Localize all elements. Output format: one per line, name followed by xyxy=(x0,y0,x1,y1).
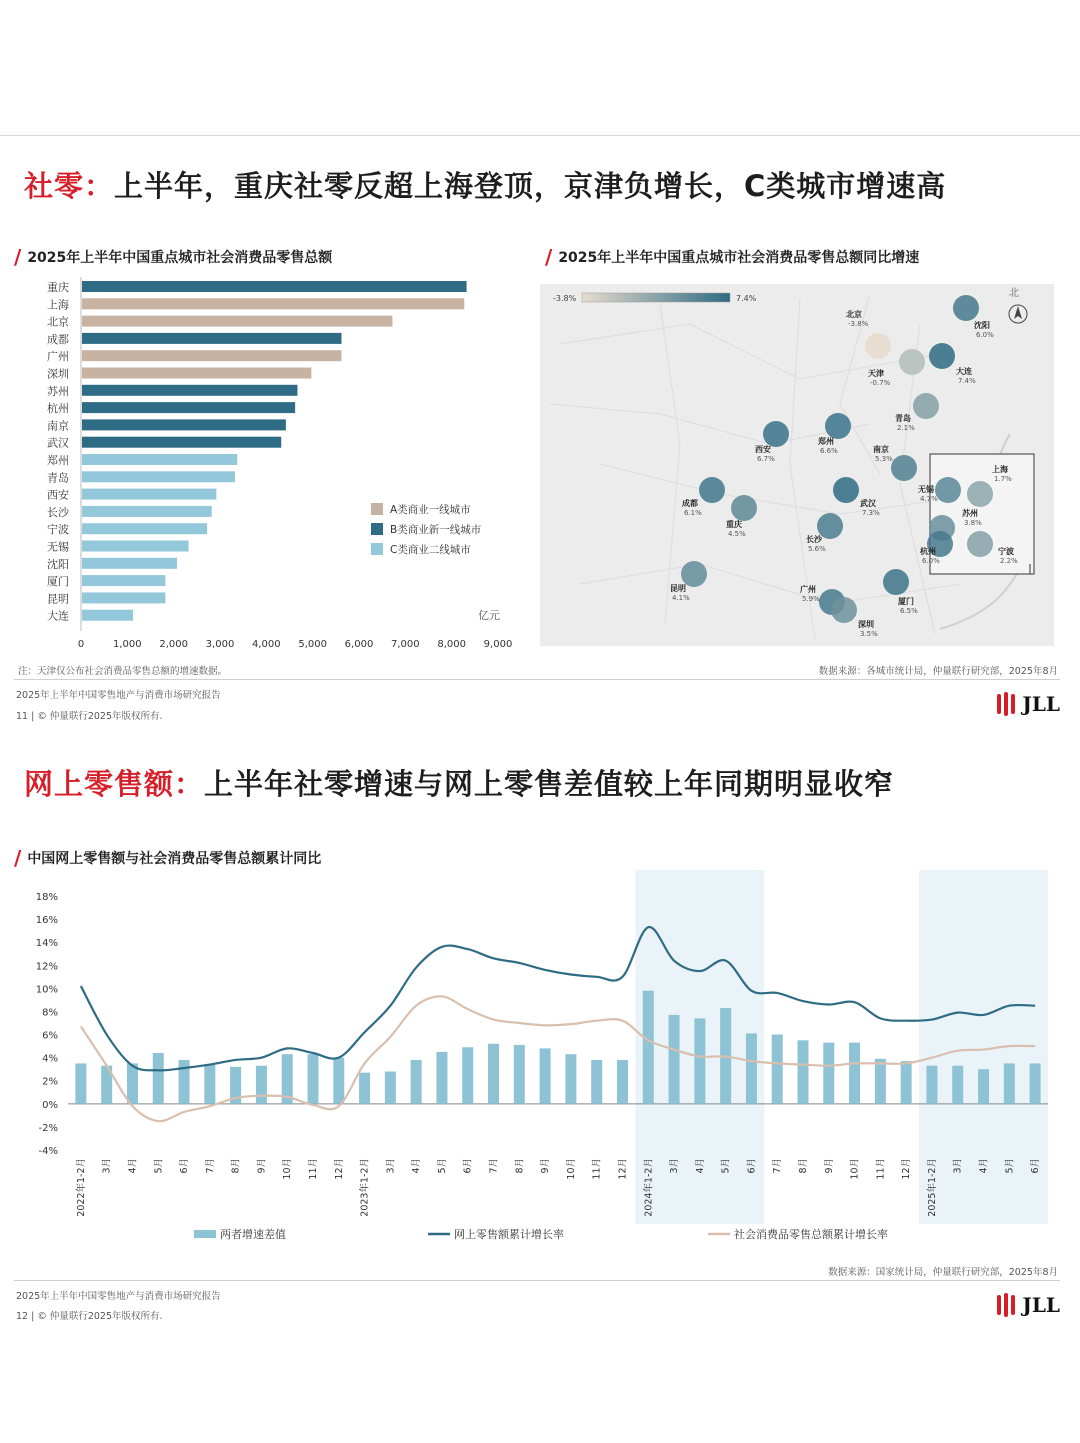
y-tick-label: 16% xyxy=(35,915,58,927)
city-bubble xyxy=(891,455,917,481)
x-tick-label: 2024年1-2月 xyxy=(643,1158,655,1217)
city-label: 重庆 xyxy=(47,281,69,294)
city-bar xyxy=(82,592,165,603)
city-name-label: 上海 xyxy=(992,465,1008,474)
city-name-label: 沈阳 xyxy=(974,321,990,330)
city-name-label: 广州 xyxy=(800,585,816,594)
city-bubble xyxy=(935,477,961,503)
online-vs-social-chart xyxy=(0,870,1080,1250)
city-bubble xyxy=(883,569,909,595)
city-bubble xyxy=(731,495,757,521)
city-growth-label: 1.7% xyxy=(994,475,1012,483)
x-tick-label: 12月 xyxy=(617,1158,629,1180)
diff-bar xyxy=(1004,1063,1015,1103)
map-title xyxy=(545,245,919,269)
city-label: 苏州 xyxy=(47,384,69,398)
diff-bar xyxy=(204,1065,215,1104)
city-bar xyxy=(82,454,237,465)
footer-divider xyxy=(14,1280,1060,1281)
x-tick-label: 9月 xyxy=(256,1158,268,1174)
diff-bar xyxy=(1030,1063,1041,1103)
footer-page: 12 | © 仲量联行2025年版权所有. xyxy=(16,1311,163,1322)
city-label: 长沙 xyxy=(47,505,69,519)
city-growth-label: 3.8% xyxy=(964,519,982,527)
city-bubble xyxy=(831,597,857,623)
x-tick-label: 7,000 xyxy=(391,639,420,650)
city-bubble xyxy=(913,393,939,419)
city-bar xyxy=(82,316,392,327)
jll-logo xyxy=(996,692,1060,716)
diff-bar xyxy=(411,1060,422,1104)
city-name-label: 长沙 xyxy=(806,535,822,544)
diff-bar xyxy=(694,1018,705,1103)
x-tick-label: 10月 xyxy=(565,1158,577,1180)
city-label: 大连 xyxy=(47,609,69,623)
city-growth-label: 4.7% xyxy=(920,495,938,503)
city-name-label: 大连 xyxy=(956,367,972,376)
diff-bar xyxy=(127,1063,138,1103)
x-tick-label: 11月 xyxy=(308,1158,319,1180)
city-growth-label: 4.1% xyxy=(672,594,690,602)
y-tick-label: 12% xyxy=(35,961,58,973)
x-tick-label: 10月 xyxy=(282,1158,294,1180)
online-retail-line xyxy=(81,927,1035,1070)
legend-label: 网上零售额累计增长率 xyxy=(454,1228,564,1241)
y-tick-label: 18% xyxy=(35,892,58,903)
x-tick-label: 9月 xyxy=(823,1158,835,1174)
x-tick-label: 11月 xyxy=(875,1158,887,1180)
x-tick-label: 8月 xyxy=(798,1158,809,1174)
city-label: 沈阳 xyxy=(47,557,69,571)
y-tick-label: 10% xyxy=(35,984,58,996)
x-tick-label: 0 xyxy=(77,639,85,650)
city-name-label: 宁波 xyxy=(998,547,1014,556)
city-bubble xyxy=(833,477,859,503)
x-tick-label: 4月 xyxy=(694,1158,706,1174)
legend-swatch xyxy=(194,1230,216,1238)
x-tick-label: 6月 xyxy=(746,1158,758,1174)
footer-report: 2025年上半年中国零售地产与消费市场研究报告 xyxy=(16,690,221,701)
city-bubble xyxy=(763,421,789,447)
city-bubble xyxy=(699,477,725,503)
x-tick-label: 3月 xyxy=(952,1158,964,1174)
slide2-headline-text: 上半年社零增速与网上零售差值较上年同期明显收窄 xyxy=(204,767,895,801)
city-growth-label: 5.9% xyxy=(802,595,820,603)
diff-bar xyxy=(462,1047,473,1104)
x-tick-label: 8,000 xyxy=(437,639,466,650)
diff-bar xyxy=(669,1015,680,1104)
diff-bar xyxy=(308,1054,319,1104)
social-retail-line xyxy=(81,996,1035,1121)
diff-bar xyxy=(514,1045,525,1104)
x-tick-label: 12月 xyxy=(333,1158,345,1180)
x-tick-label: 3月 xyxy=(669,1158,681,1174)
city-growth-label: 6.0% xyxy=(922,557,940,565)
y-tick-label: 2% xyxy=(42,1076,58,1088)
city-bar xyxy=(82,350,341,361)
city-growth-label: 7.3% xyxy=(862,509,880,517)
diff-bar xyxy=(772,1035,783,1104)
city-growth-label: 6.5% xyxy=(900,607,918,615)
city-bar xyxy=(82,419,286,430)
source-text: 数据来源：各城市统计局，仲量联行研究部，2025年8月 xyxy=(818,666,1058,677)
title-slash-icon: / xyxy=(14,245,22,269)
city-name-label: 西安 xyxy=(755,445,771,454)
x-tick-label: 5月 xyxy=(720,1158,732,1174)
province-border xyxy=(660,304,680,624)
city-label: 宁波 xyxy=(47,523,69,537)
city-label: 厦门 xyxy=(47,575,69,589)
diff-bar xyxy=(540,1048,551,1103)
city-name-label: 青岛 xyxy=(895,414,911,423)
x-tick-label: 3月 xyxy=(101,1158,113,1174)
jll-logo-text: JLL xyxy=(1022,692,1060,716)
x-tick-label: 2023年1-2月 xyxy=(359,1158,371,1217)
legend-label: 两者增速差值 xyxy=(220,1228,286,1241)
city-label: 北京 xyxy=(47,315,69,329)
city-bar xyxy=(82,281,467,292)
city-bar xyxy=(82,558,177,569)
y-tick-label: 6% xyxy=(42,1030,58,1042)
city-label: 郑州 xyxy=(47,454,69,467)
x-tick-label: 7月 xyxy=(488,1158,500,1174)
diff-bar xyxy=(952,1066,963,1104)
x-tick-label: 8月 xyxy=(230,1158,242,1174)
city-growth-label: 6.0% xyxy=(976,331,994,339)
x-tick-label: 9月 xyxy=(540,1158,552,1174)
y-tick-label: 4% xyxy=(42,1053,58,1065)
jll-mark-icon xyxy=(996,692,1018,716)
city-name-label: 重庆 xyxy=(726,520,742,529)
scale-bar xyxy=(582,293,730,302)
city-growth-label: 6.7% xyxy=(757,455,775,463)
city-growth-label: 7.4% xyxy=(958,377,976,385)
city-bar xyxy=(82,610,133,621)
city-label: 武汉 xyxy=(47,436,69,450)
jll-mark-icon xyxy=(996,1293,1018,1317)
x-tick-label: 6,000 xyxy=(344,639,374,650)
x-tick-label: 3,000 xyxy=(205,639,235,650)
slide-online-retail xyxy=(0,740,1080,1335)
city-bubble xyxy=(953,295,979,321)
city-growth-label: 5.3% xyxy=(875,455,893,463)
city-name-label: 成都 xyxy=(682,499,698,508)
line-chart-title-text: 中国网上零售额与社会消费品零售总额累计同比 xyxy=(27,851,322,867)
city-growth-label: 3.5% xyxy=(860,630,878,638)
city-bar xyxy=(82,506,212,517)
city-label: 成都 xyxy=(47,332,69,346)
diff-bar xyxy=(591,1060,602,1104)
map-canvas xyxy=(540,284,1054,646)
compass-arrow-icon xyxy=(1014,306,1022,319)
legend-swatch xyxy=(371,503,383,515)
diff-bar xyxy=(385,1071,396,1103)
city-bar xyxy=(82,333,341,344)
slide1-headline-highlight: 社零： xyxy=(24,169,115,203)
city-bar xyxy=(82,298,464,309)
x-tick-label: 7月 xyxy=(772,1158,784,1174)
legend-label: A类商业一线城市 xyxy=(390,504,471,516)
x-tick-label: 8月 xyxy=(514,1158,526,1174)
x-tick-label: 1,000 xyxy=(113,639,142,650)
x-tick-label: 5月 xyxy=(436,1158,448,1174)
city-bubble xyxy=(967,481,993,507)
diff-bar xyxy=(823,1043,834,1104)
legend-label: C类商业二线城市 xyxy=(390,544,471,556)
diff-bar xyxy=(901,1061,912,1104)
city-bubble xyxy=(865,333,891,359)
y-tick-label: 14% xyxy=(35,938,58,950)
city-bar xyxy=(82,523,207,534)
city-bar xyxy=(82,402,295,413)
slide1-headline xyxy=(24,164,946,205)
bar-chart-title xyxy=(14,245,332,269)
y-tick-label: -4% xyxy=(38,1146,58,1157)
diff-bar xyxy=(333,1058,344,1104)
diff-bar xyxy=(978,1069,989,1104)
city-name-label: 苏州 xyxy=(962,509,978,518)
jll-logo-text: JLL xyxy=(1022,1293,1060,1317)
legend-swatch xyxy=(371,523,383,535)
diff-bar xyxy=(746,1033,757,1103)
x-tick-label: 5月 xyxy=(1004,1158,1016,1174)
scale-min-label: -3.8% xyxy=(553,294,577,303)
x-tick-label: 11月 xyxy=(591,1158,603,1180)
city-name-label: 天津 xyxy=(868,369,884,378)
bar-chart-title-text: 2025年上半年中国重点城市社会消费品零售总额 xyxy=(27,250,333,266)
city-growth-label: 2.2% xyxy=(1000,557,1018,565)
city-label: 南京 xyxy=(47,419,69,433)
unit-label: 亿元 xyxy=(478,609,500,622)
city-growth-label: 4.5% xyxy=(728,530,746,538)
city-growth-label: 6.6% xyxy=(820,447,838,455)
x-tick-label: 9,000 xyxy=(483,639,513,650)
title-slash-icon: / xyxy=(14,846,22,870)
city-bar xyxy=(82,385,297,396)
diff-bar xyxy=(617,1060,628,1104)
x-tick-label: 4月 xyxy=(127,1158,139,1174)
x-tick-label: 2025年1-2月 xyxy=(926,1158,938,1217)
footer-page: 11 | © 仲量联行2025年版权所有. xyxy=(16,711,163,722)
x-tick-label: 10月 xyxy=(849,1158,861,1180)
y-tick-label: 0% xyxy=(42,1099,58,1111)
note-text: 注：天津仅公布社会消费品零售总额的增速数据。 xyxy=(18,666,228,677)
diff-bar xyxy=(256,1066,267,1104)
city-name-label: 杭州 xyxy=(920,547,936,556)
x-tick-label: 6月 xyxy=(179,1158,191,1174)
x-tick-label: 7月 xyxy=(204,1158,216,1174)
city-name-label: 北京 xyxy=(846,310,862,319)
north-label: 北 xyxy=(1009,288,1019,299)
city-name-label: 无锡 xyxy=(918,485,934,494)
legend-label: 社会消费品零售总额累计增长率 xyxy=(734,1228,888,1241)
city-name-label: 厦门 xyxy=(898,597,914,606)
city-name-label: 昆明 xyxy=(670,584,686,593)
x-tick-label: 5,000 xyxy=(298,639,327,650)
city-bubble xyxy=(825,413,851,439)
x-tick-label: 4月 xyxy=(411,1158,423,1174)
city-label: 无锡 xyxy=(47,540,69,554)
city-label: 上海 xyxy=(47,298,69,312)
city-label: 广州 xyxy=(47,350,69,364)
source-text: 数据来源：国家统计局，仲量联行研究部，2025年8月 xyxy=(828,1267,1058,1278)
city-growth-map xyxy=(540,284,1054,646)
city-growth-label: 2.1% xyxy=(897,424,915,432)
city-name-label: 武汉 xyxy=(860,499,876,508)
diff-bar xyxy=(798,1040,809,1104)
diff-bar xyxy=(926,1066,937,1104)
city-label: 西安 xyxy=(47,488,69,502)
city-bubble xyxy=(967,531,993,557)
city-name-label: 深圳 xyxy=(858,620,874,629)
city-name-label: 郑州 xyxy=(818,437,834,446)
city-label: 杭州 xyxy=(47,402,69,416)
x-tick-label: 12月 xyxy=(901,1158,913,1180)
slide2-headline xyxy=(24,762,894,803)
legend-swatch xyxy=(371,543,383,555)
x-tick-label: 2,000 xyxy=(159,639,188,650)
city-name-label: 南京 xyxy=(873,445,889,454)
city-retail-bar-chart xyxy=(0,271,530,651)
line-chart-title xyxy=(14,846,321,870)
city-bar xyxy=(82,541,189,552)
city-bar xyxy=(82,575,165,586)
map-title-text: 2025年上半年中国重点城市社会消费品零售总额同比增速 xyxy=(558,250,920,266)
slide2-headline-highlight: 网上零售额： xyxy=(24,767,205,801)
diff-bar xyxy=(488,1044,499,1104)
jll-logo xyxy=(996,1293,1060,1317)
diff-bar xyxy=(849,1043,860,1104)
city-growth-label: -3.8% xyxy=(848,320,869,328)
x-tick-label: 2022年1-2月 xyxy=(75,1158,87,1217)
city-bar xyxy=(82,489,216,500)
diff-bar xyxy=(436,1052,447,1104)
legend-label: B类商业新一线城市 xyxy=(390,524,482,536)
y-tick-label: 8% xyxy=(42,1007,58,1019)
city-label: 青岛 xyxy=(47,471,69,485)
scale-max-label: 7.4% xyxy=(736,294,757,303)
slide-social-retail xyxy=(0,135,1080,726)
diff-bar xyxy=(643,991,654,1104)
diff-bar xyxy=(875,1059,886,1104)
city-bubble xyxy=(899,349,925,375)
city-growth-label: 5.6% xyxy=(808,545,826,553)
city-bar xyxy=(82,368,311,379)
city-label: 昆明 xyxy=(47,592,69,606)
diff-bar xyxy=(359,1073,370,1104)
footer-report: 2025年上半年中国零售地产与消费市场研究报告 xyxy=(16,1291,221,1302)
city-growth-label: -0.7% xyxy=(870,379,891,387)
x-tick-label: 3月 xyxy=(385,1158,397,1174)
city-growth-label: 6.1% xyxy=(684,509,702,517)
slide1-headline-text: 上半年，重庆社零反超上海登顶，京津负增长，C类城市增速高 xyxy=(114,169,947,203)
x-tick-label: 4月 xyxy=(978,1158,990,1174)
city-bubble xyxy=(929,343,955,369)
diff-bar xyxy=(565,1054,576,1104)
y-tick-label: -2% xyxy=(38,1122,58,1134)
x-tick-label: 6月 xyxy=(462,1158,474,1174)
diff-bar xyxy=(153,1053,164,1104)
city-bar xyxy=(82,437,281,448)
footer-divider xyxy=(14,679,1060,680)
diff-bar xyxy=(75,1063,86,1103)
title-slash-icon: / xyxy=(545,245,553,269)
city-bar xyxy=(82,471,235,482)
x-tick-label: 6月 xyxy=(1030,1158,1042,1174)
x-tick-label: 5月 xyxy=(153,1158,165,1174)
city-label: 深圳 xyxy=(47,367,69,381)
x-tick-label: 4,000 xyxy=(252,639,281,650)
